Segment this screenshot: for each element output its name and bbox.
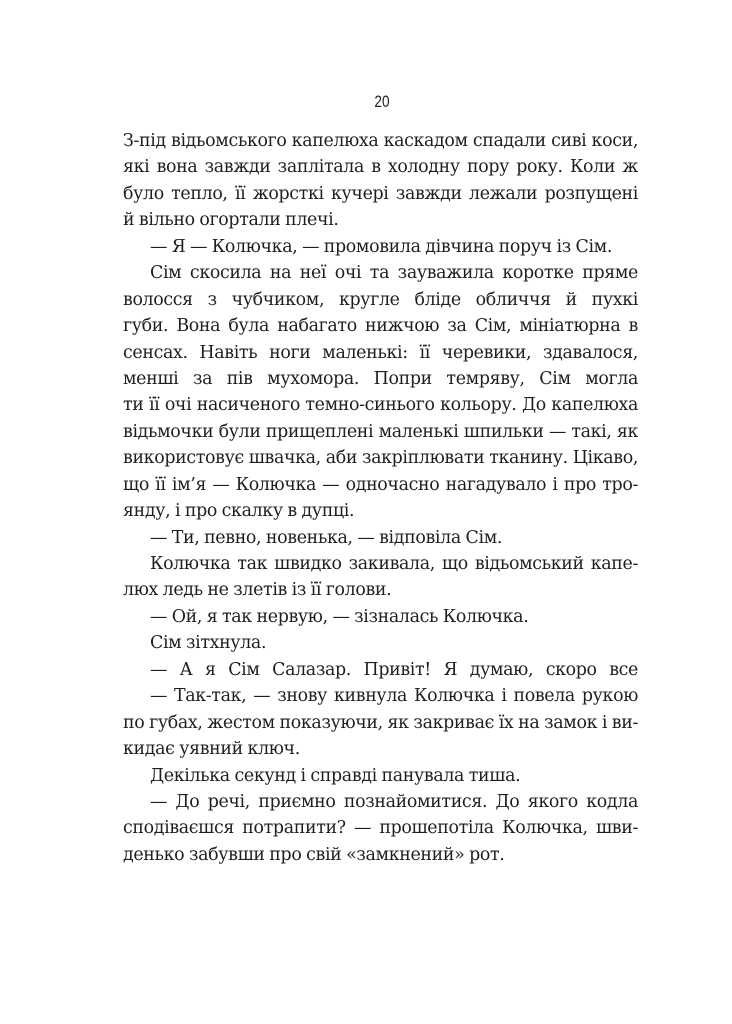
text-line: Колючка так швидко закивала, що відьомський капе- <box>150 554 638 574</box>
text-line: Декілька секунд і справді панувала тиша. <box>150 765 521 786</box>
text-line: Сім зітхнула. <box>150 633 267 654</box>
text-line: по губах, жестом показуючи, як закриває їх на замок і ви- <box>123 712 638 733</box>
text-line: — Ой, я так нервую, — зізналась Колючка. <box>150 606 529 627</box>
text-line: — Ти, певно, новенька, — відповіла Сім. <box>150 527 503 548</box>
text-line: відьмочки були прищеплені маленькі шпильки — такі, як <box>123 421 638 442</box>
text-line: янду, і про скалку в дупці. <box>123 501 355 522</box>
text-line: кидає уявний ключ. <box>123 739 300 760</box>
text-line: ти її очі насиченого темно-синього кольору. До капелюха <box>123 395 638 416</box>
text-line: — А я Сім Салазар. Привіт! Я думаю, скоро все <box>150 659 638 680</box>
text-line: волосся з чубчиком, кругле бліде обличчя й пухкі <box>123 289 638 310</box>
text-line: З-під відьомського капелюха каскадом спадали сиві коси, <box>123 131 638 151</box>
text-line: було тепло, її жорсткі кучері завжди лежали розпущені <box>123 183 638 204</box>
text-line: — Так-так, — знову кивнула Колючка і повела рукою <box>150 686 638 707</box>
text-line: — До речі, приємно познайомитися. До якого кодла <box>150 791 638 812</box>
page-number: 20 <box>374 92 390 111</box>
body-text <box>123 128 638 868</box>
text-line: денько забувши про свій «замкнений» рот. <box>123 844 505 865</box>
text-line: Сім скосила на неї очі та зауважила коротке пряме <box>150 263 638 284</box>
text-line: менші за пів мухомора. Попри темряву, Сім могла <box>123 368 638 389</box>
text-line: й вільно огортали плечі. <box>123 210 339 231</box>
text-line: що її ім’я — Колючка — одночасно нагадувало і про тро- <box>123 474 638 495</box>
text-line: які вона завжди заплітала в холодну пору року. Коли ж <box>123 157 638 178</box>
text-line: — Я — Колючка, — промовила дівчина поруч із Сім. <box>150 236 613 257</box>
text-line: сенсах. Навіть ноги маленькі: її черевики, здавалося, <box>123 342 638 363</box>
text-line: використовує швачка, аби закріплювати тканину. Цікаво, <box>123 448 638 469</box>
text-line: люх ледь не злетів із її голови. <box>123 580 392 601</box>
text-line: сподіваєшся потрапити? — прошепотіла Колючка, шви- <box>123 818 638 839</box>
text-line: губи. Вона була набагато нижчою за Сім, мініатюрна в <box>123 316 638 337</box>
